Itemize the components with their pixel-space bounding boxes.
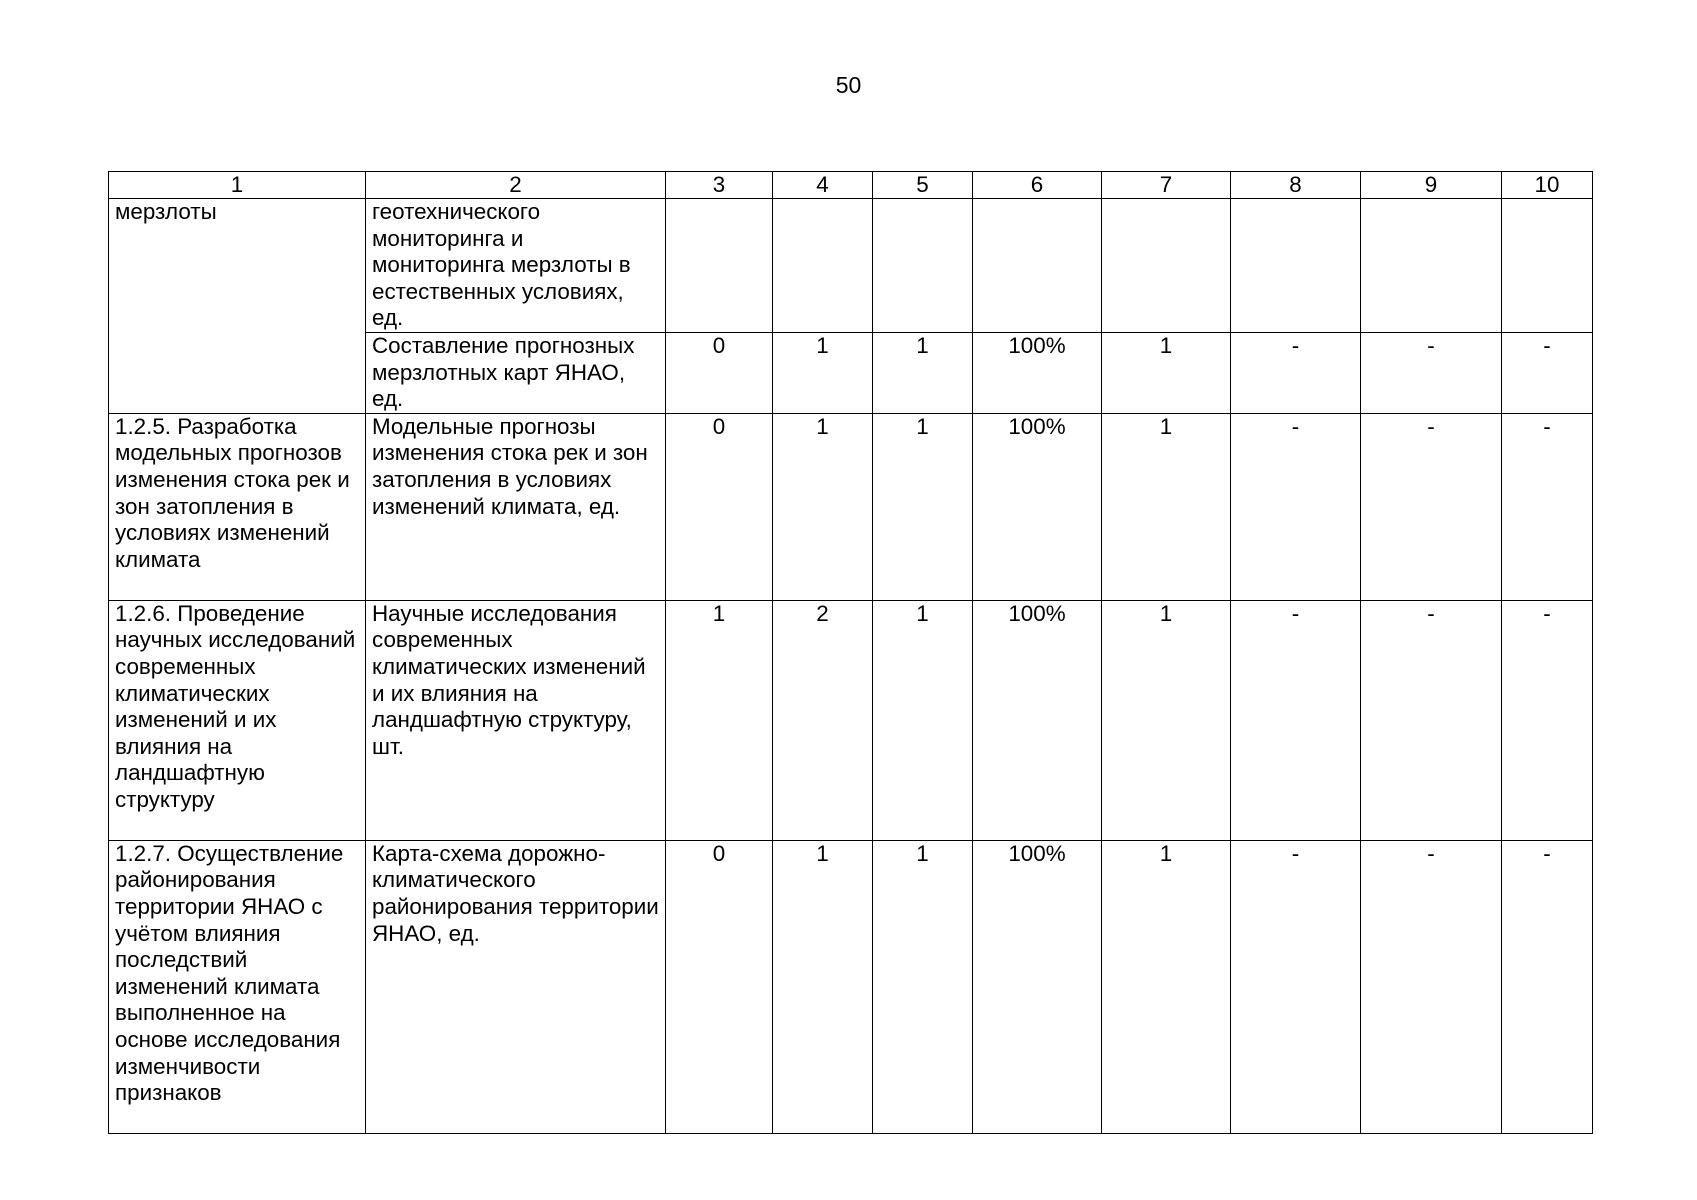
value-cell [873,199,973,333]
header-cell: 5 [873,172,973,199]
value-cell: 100% [973,840,1102,1133]
value-cell: 1 [1102,840,1231,1133]
value-cell: 1 [873,840,973,1133]
value-cell: 1 [873,600,973,840]
value-cell: 1 [1102,600,1231,840]
value-cell: - [1361,600,1502,840]
value-cell: - [1502,840,1593,1133]
value-cell: 1 [773,332,873,413]
indicator-cell: Составление прогнозных мерзлотных карт ЯНАО, ед. [366,332,666,413]
indicator-cell: Карта-схема дорожно-климатического районирования территории ЯНАО, ед. [366,840,666,1133]
value-cell: - [1361,332,1502,413]
indicator-cell: Модельные прогнозы изменения стока рек и зон затопления в условиях изменений климата, ед. [366,413,666,600]
header-cell: 6 [973,172,1102,199]
header-cell: 8 [1231,172,1361,199]
value-cell [666,199,773,333]
value-cell: - [1231,840,1361,1133]
header-cell: 1 [109,172,366,199]
value-cell [1102,199,1231,333]
value-cell: - [1231,413,1361,600]
value-cell: 100% [973,413,1102,600]
table-row [109,840,1593,1133]
value-cell: 1 [873,413,973,600]
value-cell [1231,199,1361,333]
header-cell: 7 [1102,172,1231,199]
value-cell: - [1231,332,1361,413]
value-cell: 1 [773,840,873,1133]
value-cell: - [1502,600,1593,840]
value-cell: 100% [973,600,1102,840]
measure-cell: мерзлоты [109,199,366,414]
value-cell: - [1231,600,1361,840]
value-cell [1502,199,1593,333]
indicators-table [108,171,1593,1134]
value-cell: 100% [973,332,1102,413]
value-cell: 0 [666,840,773,1133]
table-row [109,600,1593,840]
value-cell: 1 [1102,332,1231,413]
indicator-cell: геотехнического мониторинга и мониторинга мерзлоты в естественных условиях, ед. [366,199,666,333]
header-cell: 2 [366,172,666,199]
value-cell: - [1502,413,1593,600]
table-row [109,199,1593,333]
page-number: 50 [835,72,862,98]
value-cell: - [1361,413,1502,600]
value-cell: - [1361,840,1502,1133]
value-cell [1361,199,1502,333]
value-cell: 1 [666,600,773,840]
value-cell: 1 [873,332,973,413]
value-cell: 1 [773,413,873,600]
value-cell [773,199,873,333]
measure-cell: 1.2.5. Разработка модельных прогнозов изменения стока рек и зон затопления в условиях изменений климата [109,413,366,600]
value-cell: - [1502,332,1593,413]
header-cell: 9 [1361,172,1502,199]
value-cell: 2 [773,600,873,840]
header-cell: 10 [1502,172,1593,199]
header-cell: 4 [773,172,873,199]
value-cell: 0 [666,332,773,413]
indicator-cell: Научные исследования современных климатических изменений и их влияния на ландшафтную структуру, шт. [366,600,666,840]
table-header-row [109,172,1593,199]
measure-cell: 1.2.6. Проведение научных исследований современных климатических изменений и их влияния на ландшафтную структуру [109,600,366,840]
table-row [109,413,1593,600]
measure-cell: 1.2.7. Осуществление районирования территории ЯНАО с учётом влияния последствий изменений климата выполненное на основе исследования изменчивости признаков [109,840,366,1133]
value-cell [973,199,1102,333]
value-cell: 1 [1102,413,1231,600]
value-cell: 0 [666,413,773,600]
header-cell: 3 [666,172,773,199]
